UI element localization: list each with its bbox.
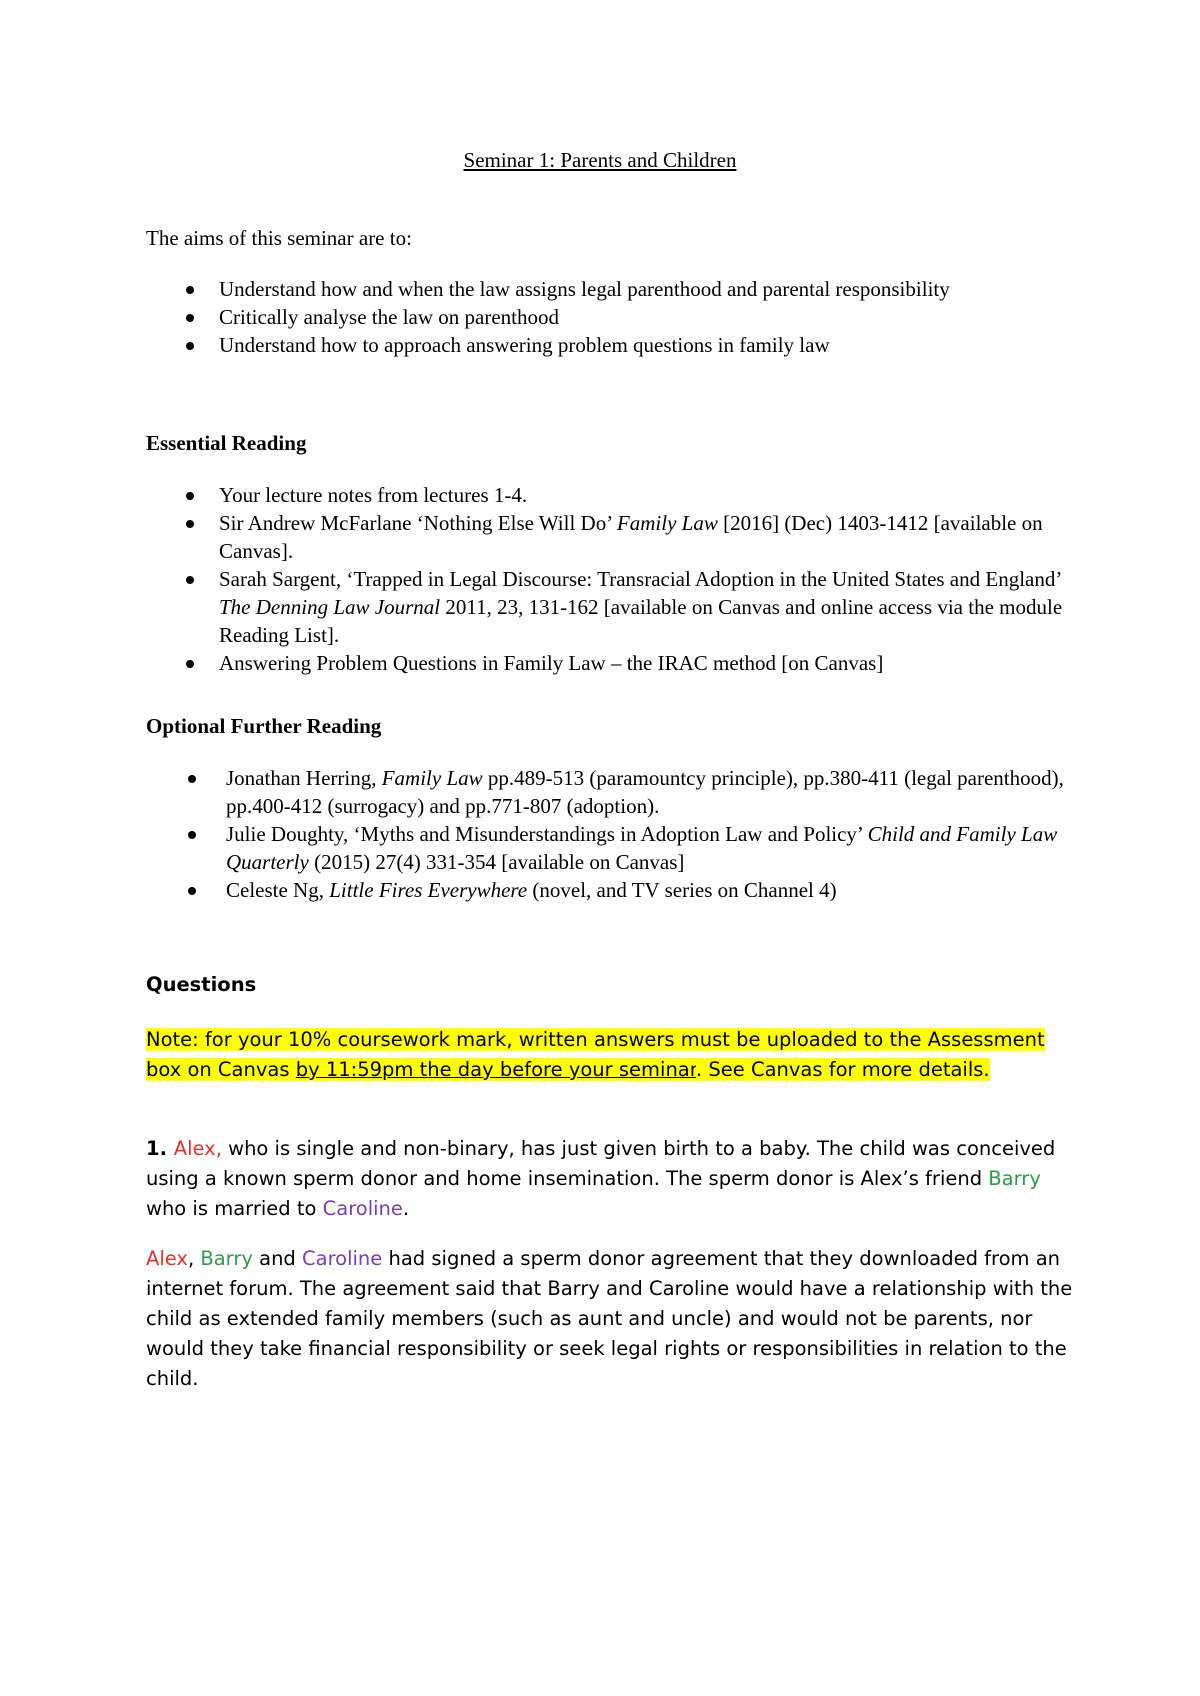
list-item: Your lecture notes from lectures 1-4. [146,481,1076,509]
bullet-icon [186,576,194,584]
name-caroline: Caroline [322,1197,403,1220]
bullet-icon [186,314,194,322]
question-1-paragraph-2: Alex, Barry and Caroline had signed a sperm donor agreement that they downloaded from an internet forum. The agreement said that Barry and Caroline would have a relationship with the child as extended family members (such as aunt and uncle) and would not be parents, nor would they take financial responsibility or seek legal rights or responsibilities in relation to the child. [146,1247,1073,1390]
list-item: Julie Doughty, ‘Myths and Misunderstandings in Adoption Law and Policy’ Child and Family Law Quarterly (2015) 27(4) 331-354 [available on Canvas] [146,820,1076,876]
bullet-icon [186,520,194,528]
coursework-note: Note: for your 10% coursework mark, written answers must be uploaded to the Assessment box on Canvas by 11:59pm the day before your seminar. See Canvas for more details. [146,1028,1045,1081]
list-item: Sir Andrew McFarlane ‘Nothing Else Will Do’ Family Law [2016] (Dec) 1403-1412 [available on Canvas]. [146,509,1076,565]
intro-text: The aims of this seminar are to: [146,226,412,250]
question-1: 1. Alex, who is single and non-binary, has just given birth to a baby. The child was conceived using a known sperm donor and home insemination. The sperm donor is Alex’s friend Barry who is married to Caroline. [146,1137,1056,1220]
bullet-icon [188,887,196,895]
name-barry: Barry [988,1167,1041,1190]
optional-reading-list [146,764,1076,904]
list-item: Jonathan Herring, Family Law pp.489-513 (paramountcy principle), pp.380-411 (legal parenthood), pp.400-412 (surrogacy) and pp.771-807 (adoption). [146,764,1076,820]
name-alex: Alex, [173,1137,222,1160]
questions-heading: Questions [146,973,257,996]
optional-reading-heading: Optional Further Reading [146,714,382,738]
name-caroline: Caroline [302,1247,383,1270]
essential-reading-list [146,481,1076,677]
aims-list [146,275,1076,359]
bullet-icon [188,775,196,783]
name-alex: Alex [146,1247,188,1270]
bullet-icon [186,660,194,668]
list-item: Answering Problem Questions in Family Law – the IRAC method [on Canvas] [146,649,1076,677]
bullet-icon [188,831,196,839]
list-item: Critically analyse the law on parenthood [146,303,1076,331]
list-item: Celeste Ng, Little Fires Everywhere (novel, and TV series on Channel 4) [146,876,1076,904]
bullet-icon [186,286,194,294]
essential-reading-heading: Essential Reading [146,431,307,455]
list-item: Understand how to approach answering problem questions in family law [146,331,1076,359]
bullet-icon [186,342,194,350]
list-item: Understand how and when the law assigns legal parenthood and parental responsibility [146,275,1076,303]
page-title: Seminar 1: Parents and Children [463,148,737,172]
list-item: Sarah Sargent, ‘Trapped in Legal Discourse: Transracial Adoption in the United States and England’ The Denning Law Journal 2011, 23, 131-162 [available on Canvas and online access via the module Reading List]. [146,565,1076,649]
name-barry: Barry [200,1247,253,1270]
bullet-icon [186,492,194,500]
